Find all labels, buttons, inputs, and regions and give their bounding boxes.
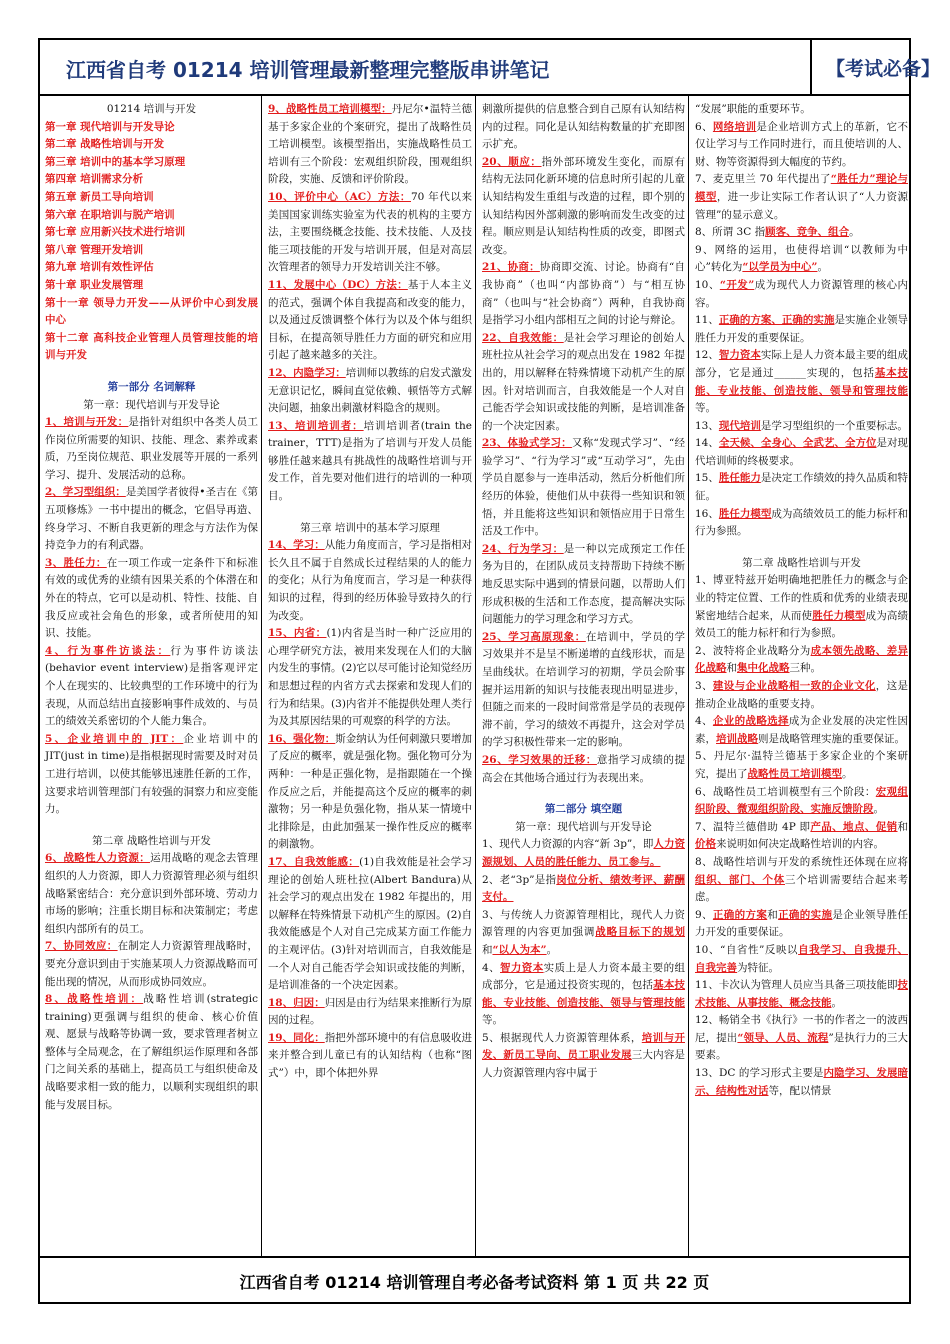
answer: 正确的方案、正确的实施 bbox=[718, 314, 835, 327]
term-entry bbox=[45, 643, 258, 731]
answer: “开发” bbox=[719, 278, 755, 291]
fill-question: 13、DC 的学习形式主要是内隐学习、发展暗示、结构性对话等，配以情景 bbox=[695, 1067, 909, 1097]
term-entry bbox=[45, 555, 258, 643]
term-definition: 在一项工作或一定条件下和标准有效的或优秀的业绩有因果关系的个体潜在和外在的特点，它可以是动机、特性、技能、自我反应或社会角色的形象，或者所使用的知识、技能。 bbox=[45, 556, 258, 640]
term-label: 13、培训培训者： bbox=[268, 419, 364, 432]
fill-question: 4、智力资本实质上是人力资本最主要的组成部分，它是通过投资实现的，包括基本技能、专业技能、创造技能、领导与管理技能等。 bbox=[482, 961, 686, 1027]
column-2 bbox=[263, 96, 476, 1256]
fill-question: 16、胜任力模型成为高绩效员工的能力标杆和行为参照。 bbox=[695, 507, 909, 538]
column-1 bbox=[40, 96, 262, 1256]
term-entry bbox=[482, 259, 685, 329]
term-entry bbox=[268, 625, 472, 731]
fill-question: 14、全天候、全身心、全武艺、全方位是对现代培训师的终极要求。 bbox=[695, 437, 908, 467]
fill-question: 4、企业的战略选择成为企业发展的决定性因素，培训战略则是战略管理实施的重要保证。 bbox=[695, 715, 909, 745]
header-divider bbox=[810, 40, 812, 94]
answer: 企业的战略选择 bbox=[712, 715, 789, 728]
term-definition: 归因是由行为结果来推断行为原因的过程。 bbox=[268, 996, 472, 1027]
fill-question: 5、丹尼尔·温特兰德基于多家企业的个案研究，提出了战略性员工培训模型。 bbox=[695, 750, 908, 780]
chapter-list-item: 第三章 培训中的基本学习原理 bbox=[45, 155, 186, 168]
answer: 正确的实施 bbox=[778, 908, 833, 921]
fill-question: 10、“自省性”反映以自我学习、自我提升、自我完善为特征。 bbox=[695, 943, 908, 974]
term-label: 22、自我效能： bbox=[482, 331, 564, 344]
term-label: 23、体验式学习： bbox=[482, 437, 572, 450]
term-definition: 培训师以教练的启发式激发无意识记忆，瞬间直觉依赖、顿悟等方式解决问题，抽象出刺激材料隐含的规则。 bbox=[268, 366, 472, 415]
term-label: 14、学习： bbox=[268, 539, 325, 552]
term-entry bbox=[268, 418, 472, 506]
answer: 智力资本 bbox=[500, 961, 544, 974]
answer: 网络培训 bbox=[712, 120, 757, 133]
term-entry bbox=[482, 752, 685, 787]
answer: 培训战略 bbox=[716, 732, 758, 745]
answer: 价格 bbox=[695, 838, 716, 851]
term-label: 5、企业培训中的 JIT： bbox=[45, 732, 184, 745]
column-4 bbox=[690, 96, 911, 1256]
term-definition: 行为事件访谈法(behavior event interview)是指客观评定个人在现实的、比较典型的工作环境中的行为表现，从而总结出直接影响事件成效的、与员工的绩效关系密切的个人能力集合。 bbox=[45, 644, 259, 728]
chapter-list-item: 第四章 培训需求分析 bbox=[45, 173, 144, 186]
answer: 成本领先战略、差异化战略 bbox=[695, 644, 908, 675]
term-entry bbox=[482, 435, 685, 541]
answer: 培训与开发、新员工导向、员工职业发展 bbox=[482, 1031, 685, 1062]
term-definition: 指把外部环境中的有信息吸收进来并整合到儿童已有的认知结构（也称“图式”）中，即个体把外界 bbox=[268, 1031, 472, 1080]
term-entry bbox=[45, 850, 258, 938]
fill-question: 9、网络的运用，也使得培训“以教师为中心”转化为“以学员为中心”。 bbox=[695, 243, 908, 274]
fill-question: 11、正确的方案、正确的实施是实施企业领导胜任力开发的重要保证。 bbox=[695, 314, 908, 344]
header bbox=[40, 40, 941, 96]
answer: 胜任力模型 bbox=[718, 507, 772, 520]
footer-page-info: 江西省自考 01214 培训管理自考必备考试资料 第 1 页 共 22 页 bbox=[239, 1273, 710, 1292]
answer: 人力资源规划、人员的胜任能力、员工参与。 bbox=[482, 838, 686, 868]
chapter-list-item: 第十一章 领导力开发——从评价中心到发展中心 bbox=[45, 296, 258, 327]
answer: 岗位分析、绩效考评、薪酬支付。 bbox=[482, 873, 685, 904]
term-definition: 在培训中，学员的学习效果并不是呈不断递增的直线形状，而是呈曲线状。在培训学习的初期，学员会阶事握并运用新的知识与技能表现出明显进步，但随之而来的一段时间常常是学员的表现停滞不前，学习的绩效不再提升，这会对学员的学习积极性带来一定的影响。 bbox=[482, 630, 685, 749]
term-definition: 基于人本主义的范式，强调个体自我提高和改变的能力，以及通过反馈调整个体行为以及个体与组织目标，在提高领导胜任力方面的研究和应用引起了越来越多的关注。 bbox=[268, 278, 472, 362]
term-label: 8、战略性培训： bbox=[45, 993, 144, 1006]
term-label: 19、同化： bbox=[268, 1031, 325, 1044]
fill-question: 7、麦克里兰 70 年代提出了“胜任力”理论与模型，进一步让实际工作者认识了“人力资源管理”的显示意义。 bbox=[695, 173, 908, 221]
answer: 组织、部门、个体 bbox=[695, 873, 785, 886]
term-entry bbox=[45, 484, 258, 554]
term-definition: 斯金纳认为任何刺激只要增加了反应的概率，就是强化物。强化物可分为两种：一种是正强化物，是指跟随在一个操作反应之后，并能提高这个反应的概率的刺激物；另一种是负强化物，指从某一情境中北排除是，由此加强某一操作性反应的概率的刺激物。 bbox=[268, 732, 472, 851]
term-entry bbox=[45, 938, 258, 991]
term-definition: 意指学习成绩的提高会在其他场合通过行为表现出来。 bbox=[482, 753, 685, 784]
fill-question: 8、所谓 3C 指顾客、竞争、组合。 bbox=[695, 226, 860, 239]
term-entry bbox=[268, 854, 472, 995]
fill-question: 3、与传统人力资源管理相比，现代人力资源管理的内容更加强调战略目标下的规划和“以人为本”。 bbox=[482, 908, 686, 956]
answer: 现代培训 bbox=[718, 419, 761, 432]
chapter-heading: 第二章 战略性培训与开发 bbox=[92, 834, 211, 847]
fill-question: 5、根据现代人力资源管理体系，培训与开发、新员工导向、员工职业发展三大内容是人力资源管理内容中属于 bbox=[482, 1031, 686, 1080]
term-definition: 培训培训者(train the trainer，TTT)是指为了培训与开发人员能够胜任越来越具有挑战性的战略性培训与开发工作，首先要对他们进行的培训的一种项目。 bbox=[268, 419, 472, 503]
answer: 胜任能力 bbox=[718, 472, 761, 485]
fill-question: 2、老“3p”是指岗位分析、绩效考评、薪酬支付。 bbox=[482, 873, 685, 904]
term-label: 15、内省： bbox=[268, 627, 327, 640]
term-label: 20、顺应： bbox=[482, 155, 542, 168]
answer: 内隐学习、发展暗示、结构性对话 bbox=[695, 1067, 909, 1097]
fill-question: 6、网络培训是企业培训方式上的革新，它不仅让学习与工作同时进行，而且使培训的人、财、物等资源得到大幅度的节约。 bbox=[695, 120, 909, 168]
fill-question: 8、战略性培训与开发的系统性还体现在应将组织、部门、个体三个培训需要结合起来考虑。 bbox=[695, 855, 908, 904]
chapter-heading: 第三章 培训中的基本学习原理 bbox=[300, 521, 440, 534]
fill-question: 7、温特兰德借助 4P 即产品、地点、促销和价格来说明如何决定战略性培训的内容。 bbox=[695, 820, 909, 851]
fill-question: 13、现代培训是学习型组织的一个重要标志。 bbox=[695, 419, 908, 432]
fill-question: 12、畅销全书《执行》一书的作者之一的波西尼，提出“领导、人员、流程”是执行力的三大要素。 bbox=[695, 1014, 909, 1062]
page-frame bbox=[38, 38, 941, 1304]
part-heading: 第一部分 名词解释 bbox=[107, 380, 196, 393]
content-columns bbox=[40, 96, 909, 1256]
chapter-list-item: 第十章 职业发展管理 bbox=[45, 278, 144, 291]
term-entry bbox=[268, 1030, 472, 1083]
term-label: 12、内隐学习： bbox=[268, 366, 346, 379]
chapter-list-item: 第五章 新员工导向培训 bbox=[45, 190, 154, 203]
term-definition: 是一种以完成预定工作任务为目的，在团队成员支持帮助下持续不断地反思实际中遇到的情景问题，以帮助人们形成积极的生活和工作态度，提高解决实际问题能力的学习理念和学习方式。 bbox=[482, 542, 685, 626]
term-definition: 又称“发现式学习”、“经验学习”、“行为学习”或“互动学习”，先由学员自愿参与一连串活动，然后分析他们所经历的体验，使他们从中获得一些知识和领悟，并且能将这些知识和领悟应用于日常生活及工作中。 bbox=[482, 437, 685, 538]
fill-question: 2、波特将企业战略分为成本领先战略、差异化战略和集中化战略三种。 bbox=[695, 644, 908, 675]
term-entry bbox=[268, 277, 472, 365]
term-entry bbox=[268, 995, 472, 1030]
fill-question: 9、正确的方案和正确的实施是企业领导胜任力开发的重要保证。 bbox=[695, 908, 909, 939]
answer: 正确的方案 bbox=[712, 908, 768, 921]
term-label: 3、胜任力： bbox=[45, 556, 107, 569]
fill-question: 6、战略性员工培训模型有三个阶段：宏观组织阶段、微观组织阶段、实施反馈阶段。 bbox=[695, 785, 908, 816]
answer: 战略性员工培训模型 bbox=[747, 767, 842, 780]
chapter-heading: 第一章：现代培训与开发导论 bbox=[515, 820, 652, 833]
fill-question: 12、智力资本实际上是人力资本最主要的组成部分，它是通过______实现的，包括基本技能、专业技能、创造技能、领导和管理技能等。 bbox=[695, 349, 908, 415]
term-definition: 刺激所提供的信息整合到自己原有认知结构内的过程。同化是认知结构数量的扩充即图示扩充。 bbox=[482, 103, 685, 151]
answer: 集中化战略 bbox=[737, 662, 790, 675]
fill-question: 10、“开发”成为现代人力资源管理的核心内容。 bbox=[695, 278, 908, 309]
fill-question: 15、胜任能力是决定工作绩效的持久品质和特征。 bbox=[695, 472, 908, 503]
term-label: 4、行为事件访谈法： bbox=[45, 644, 171, 657]
answer: “胜任力”理论与模型 bbox=[695, 173, 908, 203]
part-heading: 第二部分 填空题 bbox=[544, 803, 623, 816]
answer: 自我学习、自我提升、自我完善 bbox=[695, 943, 908, 974]
answer: 基本技能、专业技能、创造技能、领导和管理技能 bbox=[695, 366, 908, 397]
answer: 基本技能、专业技能、创造技能、领导与管理技能 bbox=[482, 979, 686, 1009]
term-entry bbox=[482, 154, 685, 260]
fill-question: 1、博亚特兹开始明确地把胜任力的概念与企业的特定位置、工作的性质和优秀的业绩表现紧密地结合起来，从而使胜任力模型成为高绩效员工的能力标杆和行为参照。 bbox=[695, 574, 909, 640]
term-definition: 指外部环境发生变化，而原有结构无法同化新环境的信息时所引起的儿童认知结构发生重组与改造的过程，即个别的认知结构因外部刺激的影响而发生改变的过程。顺应则是认知结构性质的改变，即图式改变。 bbox=[482, 155, 686, 256]
term-label: 10、评价中心（AC）方法： bbox=[268, 190, 411, 203]
term-label: 26、学习效果的迁移： bbox=[482, 753, 597, 766]
term-entry bbox=[482, 629, 685, 752]
term-definition: (1)自我效能是社会学习理论的创始人班杜拉(Albert Bandura)从社会学习的观点出发在 1982 年提出的，用以解释在特殊情景下动机产生的原因。(2)自我效能感是个人对自己完成某方面工作能力的主观评估。(3)针对培训而言，自我效能是一个人对自己能否学会知识或技能的判断，是培训准备的一个决定因素。 bbox=[268, 855, 472, 992]
chapter-list-item: 第八章 管理开发培训 bbox=[45, 243, 144, 256]
answer: “以人为本” bbox=[492, 943, 547, 956]
chapter-list-item: 第一章 现代培训与开发导论 bbox=[45, 120, 175, 133]
term-entry bbox=[268, 101, 472, 189]
term-label: 24、行为学习： bbox=[482, 542, 564, 555]
term-entry bbox=[45, 414, 258, 484]
answer: 技术技能、从事技能、概念技能 bbox=[695, 979, 908, 1009]
term-label: 21、协商： bbox=[482, 261, 540, 274]
term-definition: 在制定人力资源管理战略时，要充分意识到由于实施某项人力资源战略而可能出现的情况，从而形成协同效应。 bbox=[45, 940, 259, 988]
chapter-heading: 第一章：现代培训与开发导论 bbox=[83, 398, 220, 411]
term-label: 17、自我效能感： bbox=[268, 855, 360, 868]
term-label: 25、学习高原现象： bbox=[482, 630, 586, 643]
term-entry bbox=[268, 365, 472, 418]
term-definition: 70 年代以来美国国家训练实验室为代表的机构的主要方法，主要围绕概念技能、技术技能、人及技能三项技能的开发与培训开展，但是对高层次管理者的领导力开发培训关注不够。 bbox=[268, 190, 472, 274]
fill-question: 1、现代人力资源的内容“新 3p”，即人力资源规划、人员的胜任能力、员工参与。 bbox=[482, 838, 686, 868]
term-definition: 是美国学者彼得•圣吉在《第五项修炼》一书中提出的概念，它倡导再造、终身学习、不断自我更新的理念与方法作为保持竞争力的有利武器。 bbox=[45, 486, 259, 552]
answer: 产品、地点、促销 bbox=[810, 820, 898, 833]
chapter-heading: 第二章 战略性培训与开发 bbox=[742, 556, 861, 569]
column-3 bbox=[477, 96, 689, 1256]
chapter-list-item: 第九章 培训有效性评估 bbox=[45, 261, 154, 274]
term-definition: 战略性培训(strategic training)更强调与组织的使命、核心价值观、愿景与战略等协调一致，要求管理者树立整体与全局观念，在了解组织运作原理和各部门之间关系的基础上，提高员工与组织使命及战略要求相一致的能力，以顺利实现组织的职能与发展目标。 bbox=[45, 993, 258, 1111]
answer: 胜任力模型 bbox=[812, 609, 866, 622]
footer bbox=[40, 1256, 909, 1302]
chapter-list-item: 第六章 在职培训与脱产培训 bbox=[45, 208, 175, 221]
term-entry bbox=[45, 731, 258, 819]
answer: 顾客、竞争、组合 bbox=[765, 226, 850, 239]
chapter-list-item: 第二章 战略性培训与开发 bbox=[45, 138, 165, 151]
term-entry bbox=[482, 541, 685, 629]
course-title: 01214 培训与开发 bbox=[106, 103, 197, 115]
term-label: 11、发展中心（DC）方法： bbox=[268, 278, 408, 291]
fill-question: 3、建设与企业战略相一致的企业文化，这是推动企业战略的重要支持。 bbox=[695, 680, 909, 710]
term-definition: 是指针对组织中各类人员工作岗位所需要的知识、技能、理念、素养或素质，乃至岗位规范、职业发展等开展的一系列学习、提升、发展活动的总称。 bbox=[45, 416, 259, 481]
answer: “领导、人员、流程 bbox=[737, 1031, 829, 1044]
fill-question: 11、卡次认为管理人员应当具备三项技能即技术技能、从事技能、概念技能。 bbox=[695, 979, 908, 1009]
answer: 宏观组织阶段、微观组织阶段、实施反馈阶段 bbox=[695, 785, 908, 816]
term-entry bbox=[268, 189, 472, 277]
chapter-list-item: 第十二章 高科技企业管理人员管理技能的培训与开发 bbox=[45, 331, 258, 362]
answer: “以学员为中心” bbox=[742, 261, 818, 274]
answer: 战略目标下的规划 bbox=[595, 926, 686, 939]
term-definition: 企业培训中的 JIT(just in time)是指根据现时需要及时对员工进行培训，以使其能够迅速胜任新的工作，这要求培训管理部门有较强的洞察力和应变能力。 bbox=[45, 732, 258, 816]
term-label: 2、学习型组织： bbox=[45, 486, 126, 499]
answer: 全天候、全身心、全武艺、全方位 bbox=[718, 437, 877, 450]
page-title: 江西省自考 01214 培训管理最新整理完整版串讲笔记 bbox=[66, 58, 550, 82]
term-entry bbox=[268, 731, 472, 854]
term-definition: 协商即交流、讨论。协商有“自我协商”（也叫“内部协商”）与“相互协商”（也叫与“社会协商”）两种，自我协商是指学习小组内部相互之间的讨论与辩论。 bbox=[482, 261, 685, 327]
term-label: 18、归因： bbox=[268, 996, 325, 1009]
fill-question: “发展”职能的重要环节。 bbox=[695, 103, 811, 115]
term-definition: 是社会学习理论的创始人班杜拉从社会学习的观点出发在 1982 年提出的，用以解释在特殊情境下动机产生的原因。针对培训而言，自我效能是一个人对自己能否学会知识或技能的判断，是培训准备的一个决定因素。 bbox=[482, 331, 685, 432]
term-definition: 丹尼尔•温特兰德基于多家企业的个案研究，提出了战略性员工培训模型。该模型指出，实施战略性员工培训有三个阶段：宏观组织阶段，围观组织阶段，实施、反馈和评价阶段。 bbox=[268, 103, 472, 186]
exam-badge: 【考试必备】 bbox=[826, 58, 941, 80]
term-label: 1、培训与开发： bbox=[45, 416, 129, 429]
term-entry bbox=[45, 991, 258, 1114]
term-entry bbox=[268, 537, 472, 625]
term-definition: 运用战略的观念去管理组织的人力资源，即人力资源管理必须与组织战略紧密结合：充分意识到外部环境、劳动力市场的影响；注重长期目标和决策制定；考虑组织内部所有的员工。 bbox=[45, 852, 258, 935]
term-entry bbox=[482, 330, 685, 436]
answer: 建设与企业战略相一致的企业文化 bbox=[712, 680, 876, 692]
term-label: 7、协同效应： bbox=[45, 940, 118, 953]
term-label: 6、战略性人力资源： bbox=[45, 852, 151, 865]
chapter-list-item: 第七章 应用新兴技术进行培训 bbox=[45, 226, 186, 239]
term-label: 16、强化物： bbox=[268, 732, 336, 745]
term-definition: 从能力角度而言，学习是指相对长久且不属于自然成长过程结果的人的能力的变化；从行为角度而言，学习是一种获得知识的过程，得到的经历体验导致持久的行为改变。 bbox=[268, 539, 472, 622]
term-label: 9、战略性员工培训模型： bbox=[268, 103, 392, 115]
term-definition: (1)内省是当时一种广泛应用的心理学研究方法，被用来发现在人们的大脑内发生的事情。(2)它以尽可能讨论知觉经历和思想过程的内省方式去探索和发现人们的行为和结果。(3)内省并不能提供处理人类行为及其原因结果的可观察的科学的方法。 bbox=[268, 627, 472, 728]
answer: 智力资本 bbox=[718, 349, 761, 362]
